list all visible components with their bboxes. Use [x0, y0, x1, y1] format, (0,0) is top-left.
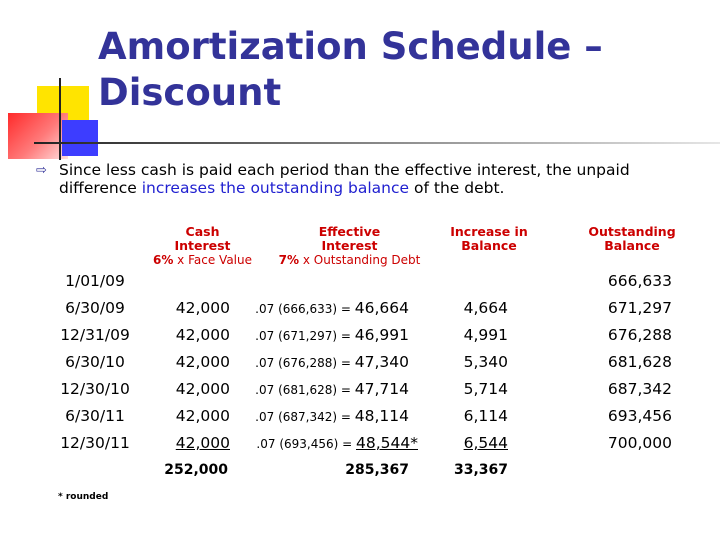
cell-increase: 4,664 [463, 299, 508, 317]
cell-balance: 671,297 [607, 299, 672, 317]
cell-effective-value: 46,991 [354, 326, 409, 344]
cell-date: 6/30/11 [65, 407, 125, 425]
cell-cash: 42,000 [175, 299, 230, 317]
cell-effective-value: 47,714 [354, 380, 409, 398]
cell-balance: 693,456 [607, 407, 672, 425]
bullet-text-highlight: increases the outstanding balance [141, 179, 410, 197]
cell-effective-value: 48,544* [356, 434, 418, 452]
header-cash-rate-pct: 6% [152, 253, 174, 267]
cell-effective-calc: .07 (666,633) = [255, 302, 355, 316]
decor-blue-square [62, 120, 98, 156]
cell-cash-value: 42,000 [175, 434, 230, 452]
bullet-arrow-icon: ⇨ [36, 163, 47, 178]
cell-effective [236, 298, 409, 319]
header-effective-rate-text: x Outstanding Debt [299, 253, 421, 267]
cell-effective-calc: .07 (681,628) = [255, 383, 355, 397]
slide-title [98, 24, 698, 116]
header-increase-balance [438, 225, 540, 253]
cell-balance: 681,628 [607, 353, 672, 371]
decor-horizontal-rule [34, 142, 720, 144]
cell-cash: 42,000 [175, 353, 230, 371]
cell-effective-calc: .07 (671,297) = [255, 329, 355, 343]
header-increase-line-2: Balance [461, 238, 517, 253]
cell-effective-value: 46,664 [354, 299, 409, 317]
cell-effective-calc: .07 (687,342) = [255, 410, 355, 424]
decor-vertical-line [59, 78, 61, 160]
header-effective-rate [262, 253, 437, 267]
cell-increase-value: 6,544 [463, 434, 508, 452]
cell-date: 1/01/09 [65, 272, 125, 290]
cell-cash: 42,000 [175, 380, 230, 398]
cell-date: 6/30/10 [65, 353, 125, 371]
cell-increase: 5,714 [463, 380, 508, 398]
cell-balance: 700,000 [607, 434, 672, 452]
cell-effective [236, 406, 409, 427]
cell-cash: 42,000 [175, 326, 230, 344]
total-effective: 285,367 [345, 462, 409, 478]
cell-effective-calc: .07 (676,288) = [255, 356, 355, 370]
total-increase: 33,367 [453, 462, 508, 478]
header-increase-line-1: Increase in [450, 224, 528, 239]
header-effective-line-1: Effective [318, 224, 381, 239]
cell-cash [150, 433, 230, 453]
bullet-text [59, 161, 709, 197]
bullet-text-pre: Since less cash is paid each period than the effective interest, the unpaid difference [59, 161, 630, 197]
header-outstanding-line-2: Balance [604, 238, 660, 253]
cell-effective-value: 47,340 [354, 353, 409, 371]
slide-title-line-1: Amortization Schedule – [98, 25, 603, 68]
cell-date: 6/30/09 [65, 299, 125, 317]
header-effective-line-2: Interest [321, 238, 378, 253]
header-cash-interest [140, 225, 265, 267]
bullet-text-post: of the debt. [409, 179, 505, 197]
cell-balance: 666,633 [607, 272, 672, 290]
cell-increase [430, 433, 508, 453]
header-effective-rate-pct: 7% [278, 253, 300, 267]
cell-balance: 676,288 [607, 326, 672, 344]
slide-title-line-2: Discount [98, 71, 282, 114]
cell-balance: 687,342 [607, 380, 672, 398]
cell-date: 12/30/10 [60, 380, 130, 398]
cell-cash: 42,000 [175, 407, 230, 425]
header-cash-line-2: Interest [174, 238, 231, 253]
cell-effective [236, 325, 409, 346]
cell-effective [236, 352, 409, 373]
cell-date: 12/31/09 [60, 326, 130, 344]
footnote: * rounded [58, 492, 109, 502]
header-outstanding-balance [580, 225, 684, 253]
total-cash: 252,000 [164, 462, 228, 478]
cell-effective [236, 433, 418, 454]
cell-effective [236, 379, 409, 400]
cell-date: 12/30/11 [60, 434, 130, 452]
header-cash-rate-text: x Face Value [173, 253, 252, 267]
header-cash-line-1: Cash [185, 224, 220, 239]
cell-increase: 4,991 [463, 326, 508, 344]
cell-increase: 5,340 [463, 353, 508, 371]
header-effective-interest [262, 225, 437, 267]
cell-effective-calc: .07 (693,456) = [256, 437, 356, 451]
header-outstanding-line-1: Outstanding [588, 224, 676, 239]
cell-effective-value: 48,114 [354, 407, 409, 425]
header-cash-rate [140, 253, 265, 267]
cell-increase: 6,114 [463, 407, 508, 425]
